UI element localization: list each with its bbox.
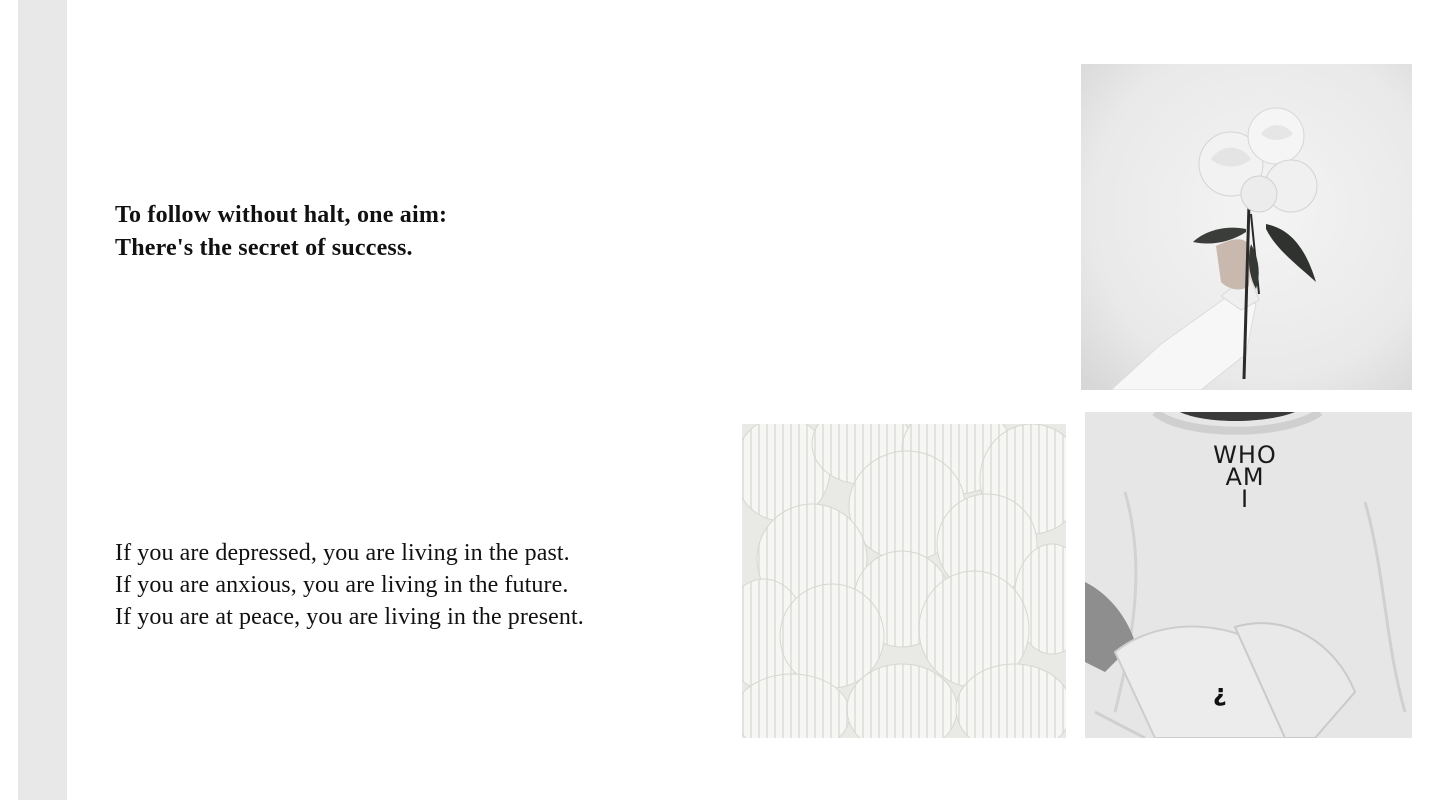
sweater-print-line-1: WHO — [1213, 441, 1277, 469]
quote-success-line-2: There's the secret of success. — [115, 235, 413, 261]
quote-success — [115, 199, 447, 265]
sweater-print-text — [1195, 441, 1295, 513]
sweater-print-line-2: AM — [1225, 463, 1265, 491]
quote-success-line-1: To follow without halt, one aim: — [115, 202, 448, 228]
sweater-photo — [1085, 412, 1412, 738]
sidebar-strip — [18, 0, 67, 800]
seashells-photo — [742, 424, 1066, 738]
sweater-print-line-3: I — [1240, 485, 1250, 513]
quote-peace-line-2: If you are anxious, you are living in the future. — [115, 572, 569, 598]
rose-photo — [1081, 64, 1412, 390]
sweater-question-mark: ? — [1213, 682, 1227, 710]
quote-peace — [115, 537, 584, 633]
quote-peace-line-1: If you are depressed, you are living in the past. — [115, 540, 570, 566]
quote-peace-line-3: If you are at peace, you are living in the present. — [115, 604, 584, 630]
